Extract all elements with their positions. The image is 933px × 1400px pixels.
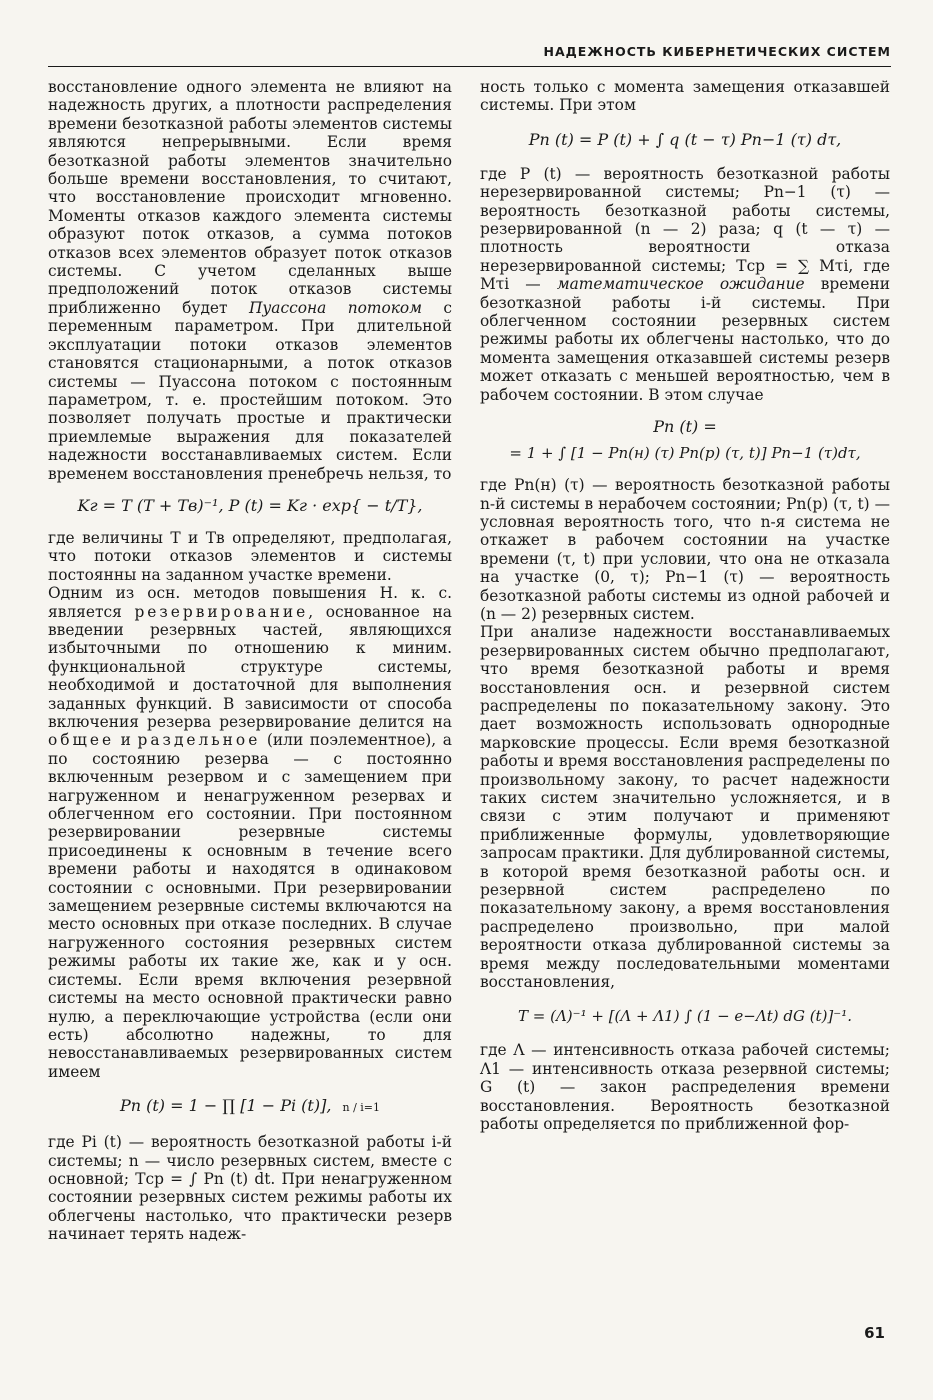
left-paragraph-2: где величины T и Tв определяют, предполагая, что потоки отказов элементов и системы постоянны на заданном участке времени. (48, 528, 452, 584)
text-run: (или поэлементное), а по состоянию резерва — с постоянно включенным резервом и с замещением при нагруженном и ненагруженном резервах и облегченном его состоянии. При постоянном резервировании резервные системы присоединены к основным в течение всего времени работы и находятся в одинаковом состоянии с основными. При резервировании замещением резервные системы включаются на место основных при отказе последних. В случае нагруженного состояния резервных систем режимы работы их такие же, как и у осн. системы. Если время включения резервной системы на место основной практически равно нулю, а переключающие устройства (если они есть) абсолютно надежны, то для невосстанавливаемых резервированных систем имеем (48, 731, 452, 1081)
right-paragraph-3: где Pn(н) (τ) — вероятность безотказной работы n-й системы в нерабочем состоянии; Pn(р) (τ, t) — условная вероятность того, что n-я система не откажет в рабочем состоянии на участке времени (τ, t) при условии, что она не отказала на участке (0, τ); Pn−1 (τ) — вероятность безотказной работы системы из одной рабочей и (n — 2) резервных систем. (480, 476, 890, 623)
right-paragraph-2 (480, 165, 890, 404)
formula-lightened-rhs: = 1 + ∫ [1 − Pn(н) (τ) Pn(р) (τ, t)] Pn−1 (τ)dτ, (509, 444, 861, 463)
text-run: с переменным параметром. При длительной эксплуатации потоки отказов элементов становятся стационарными, а поток отказов системы — Пуассона потоком с постоянным параметром, т. е. простейшим потоком. Это позволяет получать простые и практически приемлемые выражения для показателей надежности восстанавливаемых систем. Если временем восстановления пренебречь нельзя, то (48, 298, 452, 483)
term-expectation: математическое ожидание (556, 275, 805, 294)
left-paragraph-1 (48, 78, 452, 483)
formula-standby-reliability: Pn (t) = P (t) + ∫ q (t − τ) Pn−1 (τ) dτ, (528, 129, 842, 149)
left-paragraph-3 (48, 584, 452, 1081)
right-paragraph-5: где Λ — интенсивность отказа рабочей системы; Λ1 — интенсивность отказа резервной системы; G (t) — закон распределения времени восстановления. Вероятность безотказной работы определяется по приближенной фор- (480, 1041, 890, 1134)
left-paragraph-4: где Pi (t) — вероятность безотказной работы i-й системы; n — число резервных систем, вместе с основной; Tср = ∫ Pn (t) dt. При ненагруженном состоянии резервных систем режимы работы их облегчены настолько, что практически резерв начинает терять надеж- (48, 1133, 452, 1244)
right-column (480, 78, 890, 1134)
term-redundancy: резервирование (134, 602, 309, 621)
term-poisson-flow: Пуассона потоком (248, 298, 422, 317)
text-run: и (120, 731, 131, 750)
formula-product-limits: n / i=1 (342, 1101, 381, 1115)
running-title: НАДЕЖНОСТЬ КИБЕРНЕТИЧЕСКИХ СИСТЕМ (543, 44, 891, 59)
formula-product-body: Pn (t) = 1 − ∏ [1 − Pi (t)], (119, 1096, 332, 1116)
formula-mean-time: T = (Λ)⁻¹ + [(Λ + Λ1) ∫ (1 − e−Λt) dG (t)]⁻¹. (518, 1007, 852, 1026)
formula-availability: Kг = T (T + Tв)⁻¹, P (t) = Kг · exp{ − t/T}, (77, 495, 423, 515)
right-paragraph-4: При анализе надежности восстанавливаемых резервированных систем обычно предполагают, что время безотказной работы и время восстановления осн. и резервной систем распределены по показательному закону. Это дает возможность использовать однородные марковские процессы. Если время безотказной работы и время восстановления распределены по произвольному закону, то расчет надежности таких систем значительно усложняется, и в связи с этим получают и применяют приближенные формулы, удовлетворяющие запросам практики. Для дублированной системы, в которой время безотказной работы осн. и резервной систем распределено по показательному закону, а время восстановления распределено произвольно, при малой вероятности отказа дублированной системы за время между последовательными моментами восстановления, (480, 623, 890, 992)
right-paragraph-1: ность только с момента замещения отказавшей системы. При этом (480, 78, 890, 115)
page-number: 61 (864, 1324, 885, 1342)
text-run: восстановление одного элемента не влияют на надежность других, а плотности распределения времени безотказной работы элементов системы являются непрерывными. Если время безотказной работы элементов значительно больше времени восстановления, то считают, что восстановление происходит мгновенно. Моменты отказов каждого элемента системы образуют поток отказов, а сумма потоков отказов всех элементов образует поток отказов системы. С учетом сделанных выше предположений поток отказов системы приближенно будет (48, 78, 452, 317)
text-run: где P (t) — вероятность безотказной работы нерезервированной системы; Pn−1 (τ) — вероятность безотказной работы системы, резервированной (n — 2) раза; q (t — τ) — плотность вероятности отказа нерезервированной системы; Tср = ∑ Mτi, где Mτi — (480, 164, 890, 294)
term-separate: раздельное (137, 731, 261, 750)
text-run: , основанное на введении резервных частей, являющихся избыточными по отношению к миним. функциональной структуре системы, необходимой и достаточной для выполнения заданных функций. В зависимости от способа включения резерва резервирование делится на (48, 602, 452, 731)
term-general: общее (48, 731, 115, 750)
text-run: времени безотказной работы i-й системы. При облегченном состоянии резервных систем режимы работы их облегчены настолько, что до момента замещения отказавшей системы резерв может отказать с меньшей вероятностью, чем в рабочем состоянии. В этом случае (480, 275, 890, 404)
left-column (48, 78, 452, 1244)
formula-lightened-lhs: Pn (t) = (653, 417, 717, 437)
header-rule (48, 66, 891, 67)
text-run: Одним из осн. методов повышения Н. к. с. является (48, 584, 452, 621)
formula-product (48, 1095, 452, 1119)
